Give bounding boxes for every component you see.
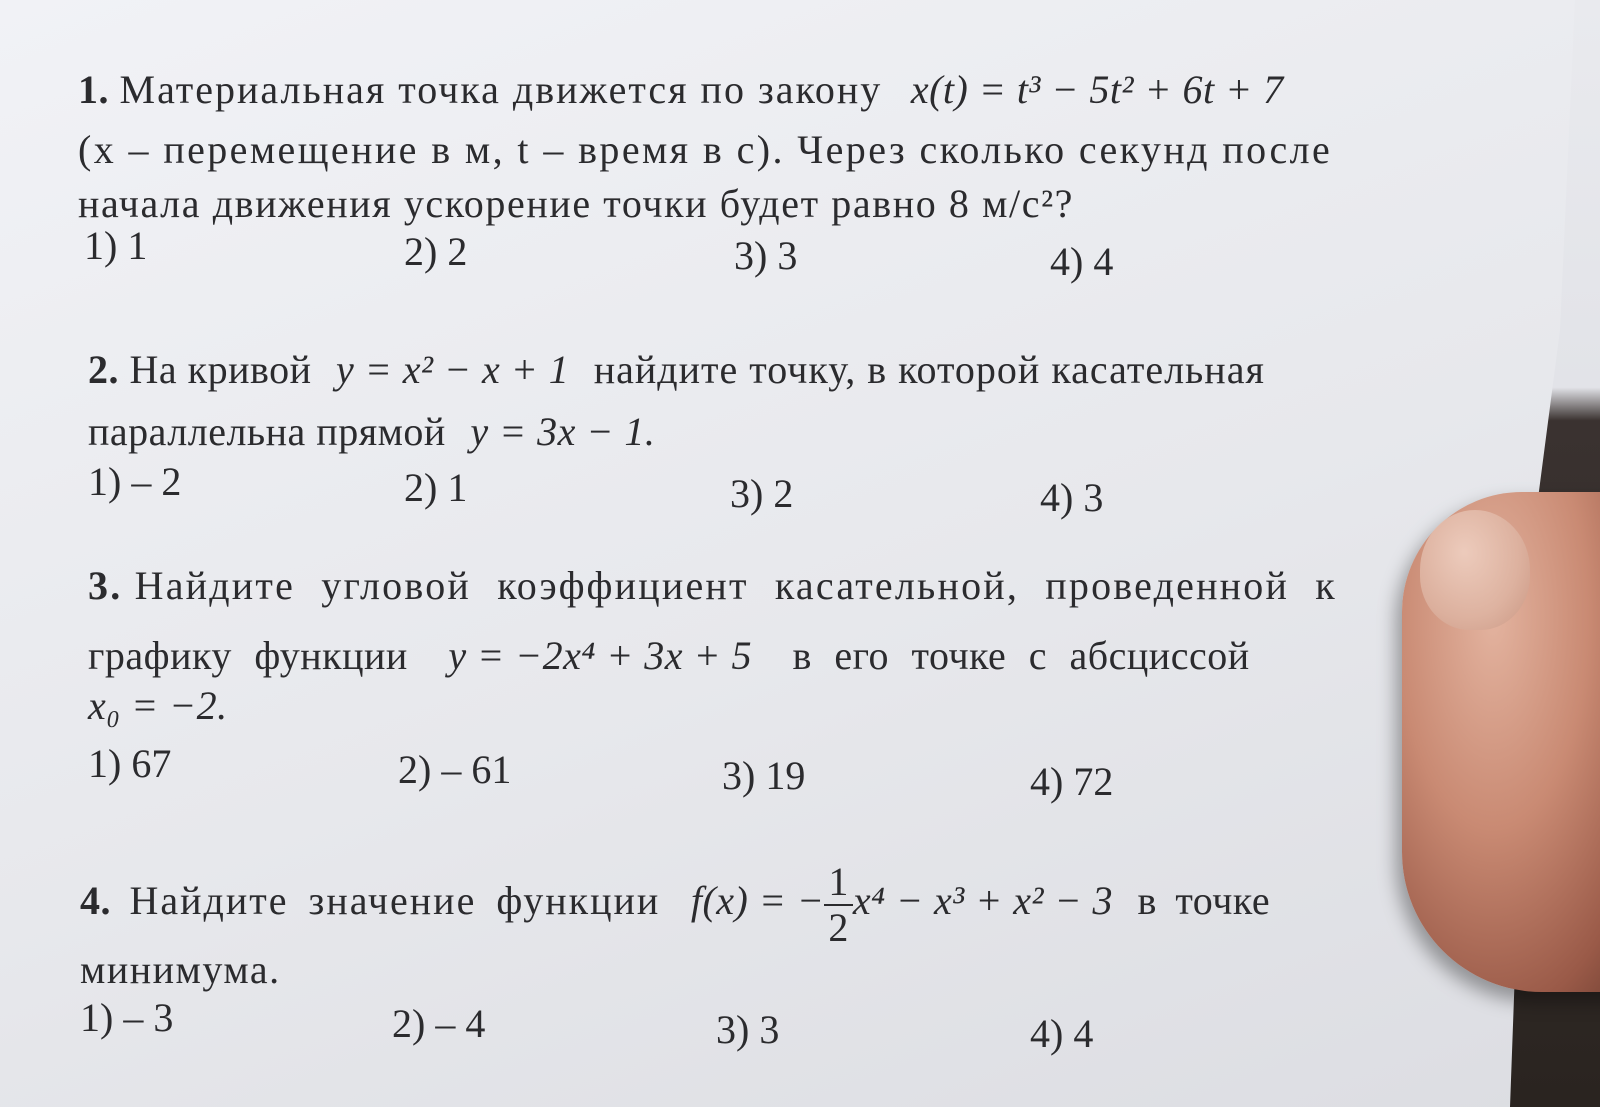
problem-1-answer-4: 4) 4 xyxy=(1050,239,1114,284)
problem-2-formula-2: y = 3x − 1. xyxy=(470,409,656,454)
problem-3-formula-2: x₀ = −2. xyxy=(88,683,228,728)
problem-3-text-2: графику функции xyxy=(88,633,408,678)
problem-4-formula-rhs: x⁴ − x³ + x² − 3 xyxy=(852,878,1113,924)
problem-4-answer-3: 3) 3 xyxy=(716,1007,780,1052)
problem-3-line-1 xyxy=(88,562,1337,609)
fraction xyxy=(824,859,853,950)
problem-3-answer-3: 3) 19 xyxy=(722,753,806,798)
problem-2-line-1 xyxy=(88,346,1265,393)
problem-2-answer-1: 1) – 2 xyxy=(88,459,182,504)
problem-1-number: 1. xyxy=(78,67,109,112)
problem-3-answer-2: 2) – 61 xyxy=(398,747,512,792)
problem-3-answer-4: 4) 72 xyxy=(1030,759,1114,804)
problem-4-answer-4: 4) 4 xyxy=(1030,1011,1094,1056)
problem-1-answer-2: 2) 2 xyxy=(404,229,468,274)
problem-4-line-1 xyxy=(80,859,1271,950)
problem-4-answer-1: 1) – 3 xyxy=(80,995,174,1040)
thumbnail-nail xyxy=(1420,510,1530,630)
problem-3-formula: y = −2x⁴ + 3x + 5 xyxy=(448,633,752,678)
problem-3-text-2b: в его точке с абсциссой xyxy=(792,633,1250,678)
problem-4-text: Найдите значение функции xyxy=(129,878,661,924)
problem-4-formula-lhs: f(x) = − xyxy=(690,878,825,924)
problem-2-text-b: найдите точку, в которой касательная xyxy=(593,347,1265,392)
problem-2-text: На кривой xyxy=(129,347,312,392)
problem-2-text-2: параллельна прямой xyxy=(88,409,446,454)
problem-3-line-2 xyxy=(88,632,1250,679)
problem-3-text: Найдите угловой коэффициент касательной, проведенной к xyxy=(134,563,1337,608)
fraction-denominator: 2 xyxy=(828,905,849,950)
problem-1-line-2: (x – перемещение в м, t – время в с). Через сколько секунд после xyxy=(78,127,1333,172)
problem-4-formula xyxy=(690,859,1124,950)
problem-1-answer-1: 1) 1 xyxy=(84,223,148,268)
problem-3-number: 3. xyxy=(88,563,123,608)
problem-2-number: 2. xyxy=(88,347,119,392)
problem-3-answer-1: 1) 67 xyxy=(88,741,172,786)
problem-1-answer-3: 3) 3 xyxy=(734,233,798,278)
problem-2-line-2 xyxy=(88,408,655,455)
problem-2-answer-3: 3) 2 xyxy=(730,471,794,516)
problem-4-text-b: в точке xyxy=(1137,878,1271,924)
problem-1-text: Материальная точка движется по закону xyxy=(119,67,883,112)
problem-1-line-3: начала движения ускорение точки будет равно 8 м/с²? xyxy=(78,181,1075,226)
problem-4-answer-2: 2) – 4 xyxy=(392,1001,486,1046)
problem-4-line-2: минимума. xyxy=(80,947,281,992)
problem-1-line-1 xyxy=(78,66,1284,113)
problem-2-answer-4: 4) 3 xyxy=(1040,475,1104,520)
fraction-numerator: 1 xyxy=(824,862,853,906)
problem-1-formula: x(t) = t³ − 5t² + 6t + 7 xyxy=(910,67,1284,112)
problem-4-number: 4. xyxy=(80,878,111,924)
problem-2-answer-2: 2) 1 xyxy=(404,465,468,510)
problem-2-formula: y = x² − x + 1 xyxy=(336,347,570,392)
